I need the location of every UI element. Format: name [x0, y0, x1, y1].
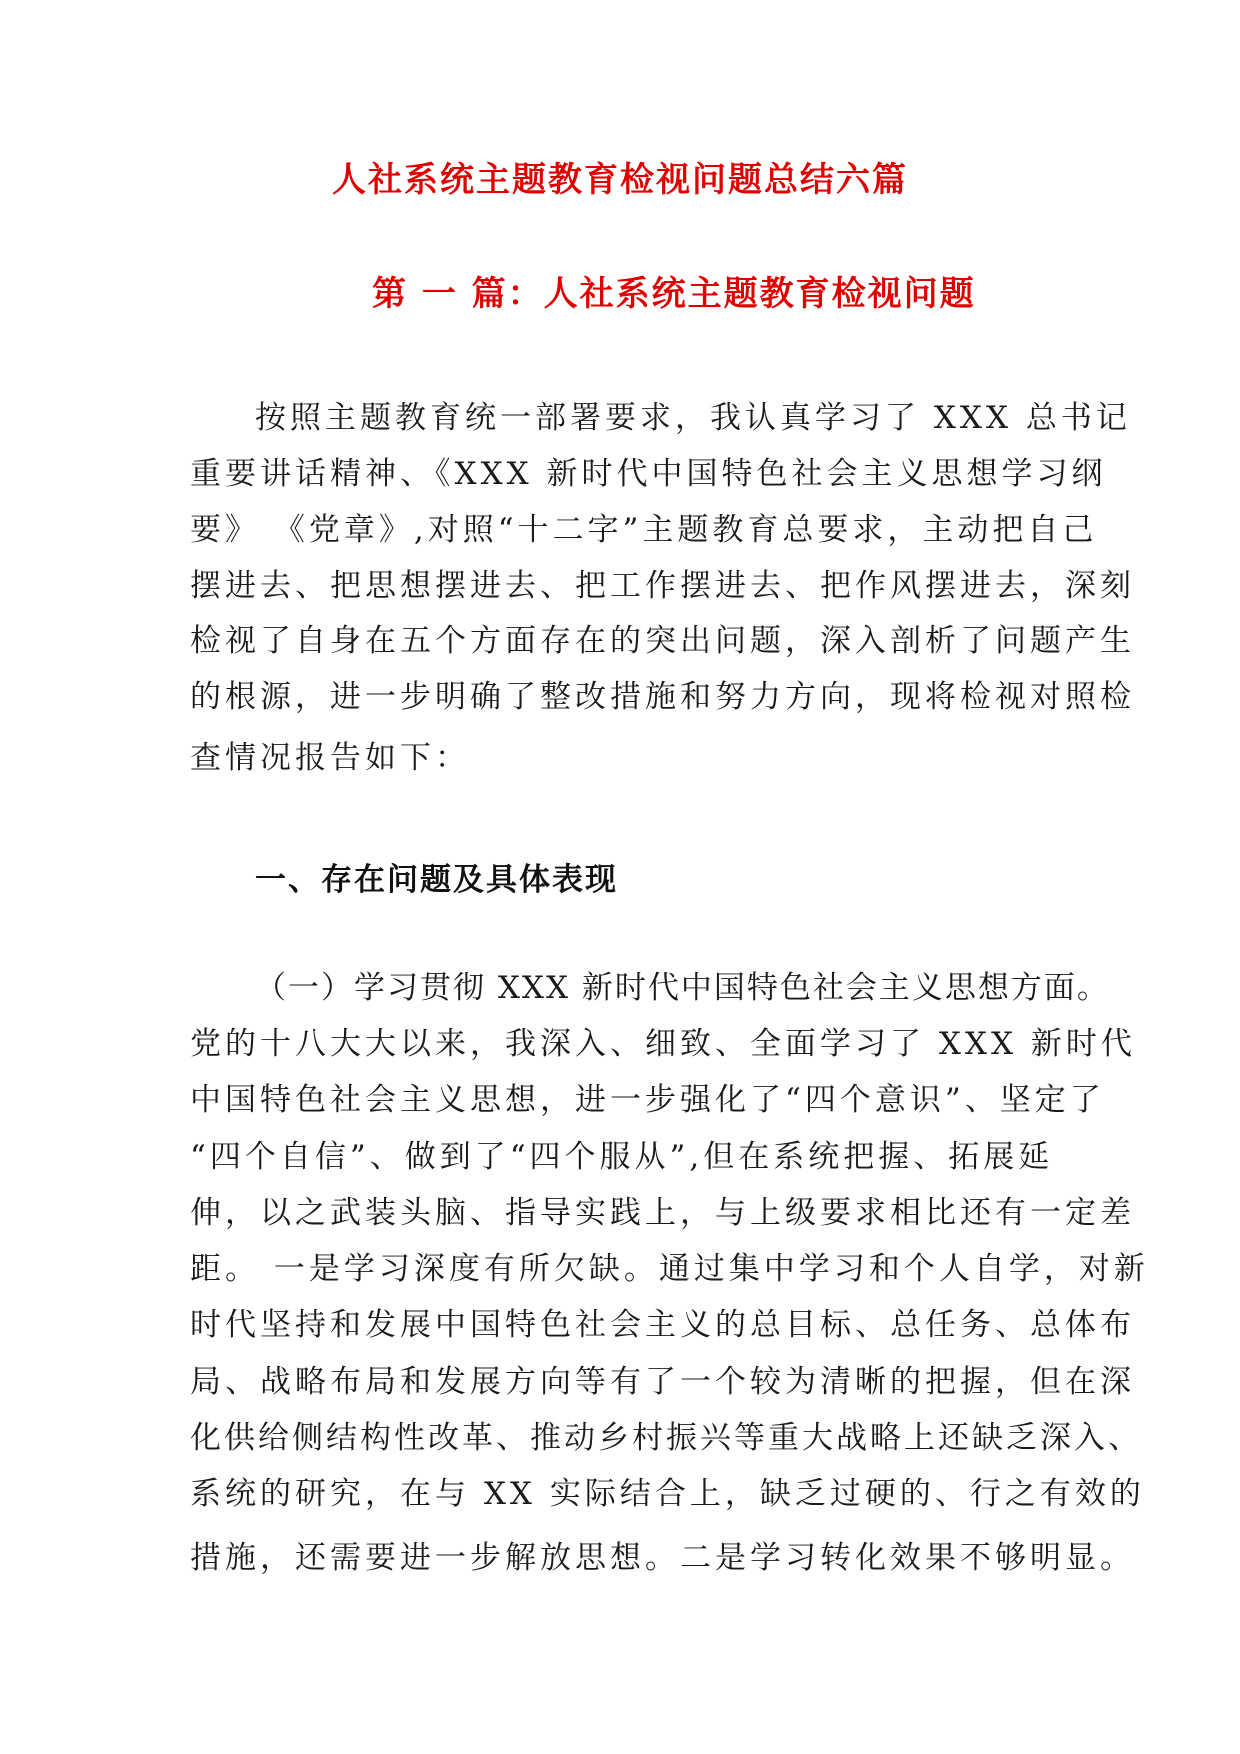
- section-line: “四个自信”、做到了“四个服从”,但在系统把握、拓展延: [190, 1139, 1054, 1175]
- intro-line: 要》 《党章》,对照“十二字”主题教育总要求，主动把自己: [190, 512, 1098, 548]
- intro-line: 重要讲话精神、《XXX 新时代中国特色社会主义思想学习纲: [190, 456, 1107, 492]
- document-subtitle: 第 一 篇：人社系统主题教育检视问题: [372, 274, 976, 314]
- intro-line: 查情况报告如下：: [190, 740, 470, 776]
- section-line: 党的十八大大以来，我深入、细致、全面学习了 XXX 新时代: [190, 1026, 1136, 1062]
- section-line: 化供给侧结构性改革、推动乡村振兴等重大战略上还缺乏深入、: [190, 1420, 1142, 1456]
- intro-line: 的根源，进一步明确了整改措施和努力方向，现将检视对照检: [190, 679, 1135, 715]
- section-line: 伸，以之武装头脑、指导实践上，与上级要求相比还有一定差: [190, 1195, 1135, 1231]
- document-title: 人社系统主题教育检视问题总结六篇: [332, 160, 908, 200]
- section-heading: 一、存在问题及具体表现: [255, 862, 618, 898]
- section-line: （一）学习贯彻 XXX 新时代中国特色社会主义思想方面。: [255, 970, 1110, 1006]
- section-line: 系统的研究，在与 XX 实际结合上，缺乏过硬的、行之有效的: [190, 1476, 1145, 1512]
- section-line: 局、战略布局和发展方向等有了一个较为清晰的把握，但在深: [190, 1364, 1135, 1400]
- section-line: 距。 一是学习深度有所欠缺。通过集中学习和个人自学，对新: [190, 1251, 1149, 1287]
- intro-line: 检视了自身在五个方面存在的突出问题，深入剖析了问题产生: [190, 623, 1135, 659]
- intro-line: 按照主题教育统一部署要求，我认真学习了 XXX 总书记: [255, 400, 1131, 436]
- section-line: 措施，还需要进一步解放思想。二是学习转化效果不够明显。: [190, 1540, 1135, 1576]
- intro-line: 摆进去、把思想摆进去、把工作摆进去、把作风摆进去，深刻: [190, 568, 1135, 604]
- section-line: 中国特色社会主义思想，进一步强化了“四个意识”、坚定了: [190, 1082, 1105, 1118]
- section-line: 时代坚持和发展中国特色社会主义的总目标、总任务、总体布: [190, 1307, 1135, 1343]
